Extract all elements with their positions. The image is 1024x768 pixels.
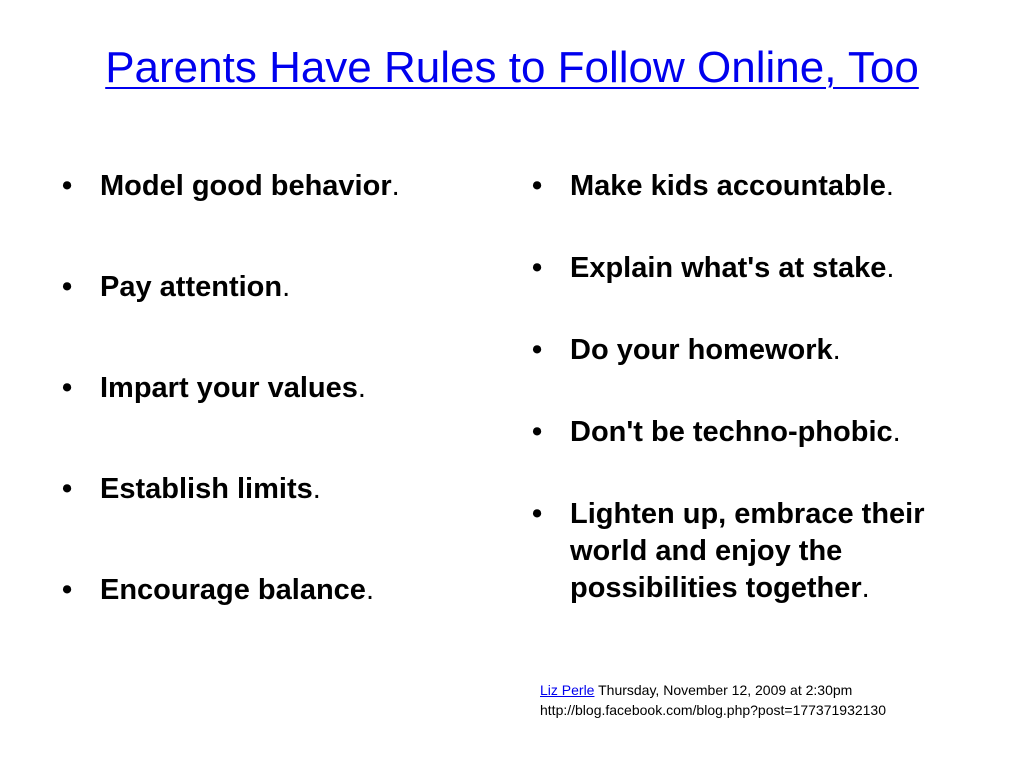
bullet-text: Do your homework [570, 334, 833, 366]
bullet-dot-icon: • [532, 334, 543, 366]
citation-line-author [540, 680, 886, 700]
bullet-text: Pay attention [100, 271, 283, 303]
bullet-item [532, 168, 972, 205]
bullet-dot-icon: • [62, 574, 73, 606]
bullet-dot-icon: • [62, 372, 73, 404]
bullet-text: Establish limits [100, 473, 313, 505]
slide-title [0, 38, 1024, 98]
citation-date: Thursday, November 12, 2009 at 2:30pm [594, 682, 853, 698]
right-bullet-list [532, 168, 972, 652]
bullet-item [62, 269, 482, 306]
bullet-item [62, 370, 482, 407]
bullet-item [532, 414, 972, 451]
bullet-period: . [365, 574, 374, 606]
bullet-text: Make kids accountable [570, 170, 886, 202]
bullet-period: . [391, 170, 400, 202]
bullet-text: Explain what's at stake [570, 252, 887, 284]
bullet-dot-icon: • [532, 416, 543, 448]
bullet-period: . [312, 473, 321, 505]
bullet-period: . [357, 372, 366, 404]
bullet-period: . [832, 334, 841, 366]
bullet-item [532, 496, 930, 607]
bullet-dot-icon: • [532, 498, 543, 530]
bullet-item [62, 168, 482, 205]
bullet-dot-icon: • [532, 170, 543, 202]
bullet-period: . [282, 271, 291, 303]
bullet-period: . [892, 416, 901, 448]
left-bullet-list [62, 168, 482, 673]
bullet-text: Lighten up, embrace their world and enjoy the possibilities together [570, 498, 925, 604]
title-link[interactable]: Parents Have Rules to Follow Online, Too [105, 43, 919, 92]
bullet-period: . [861, 572, 870, 604]
citation-url: http://blog.facebook.com/blog.php?post=177371932130 [540, 702, 887, 718]
bullet-text: Impart your values [100, 372, 358, 404]
bullet-dot-icon: • [62, 170, 73, 202]
bullet-item [532, 332, 972, 369]
bullet-period: . [886, 252, 895, 284]
bullet-item [62, 471, 482, 508]
bullet-dot-icon: • [62, 473, 73, 505]
author-link[interactable]: Liz Perle [540, 682, 595, 698]
bullet-dot-icon: • [62, 271, 73, 303]
bullet-period: . [885, 170, 894, 202]
bullet-text: Encourage balance [100, 574, 366, 606]
bullet-dot-icon: • [532, 252, 543, 284]
bullet-item [532, 250, 972, 287]
bullet-item [62, 572, 482, 609]
bullet-text: Model good behavior [100, 170, 392, 202]
bullet-text: Don't be techno-phobic [570, 416, 893, 448]
citation [540, 680, 886, 720]
